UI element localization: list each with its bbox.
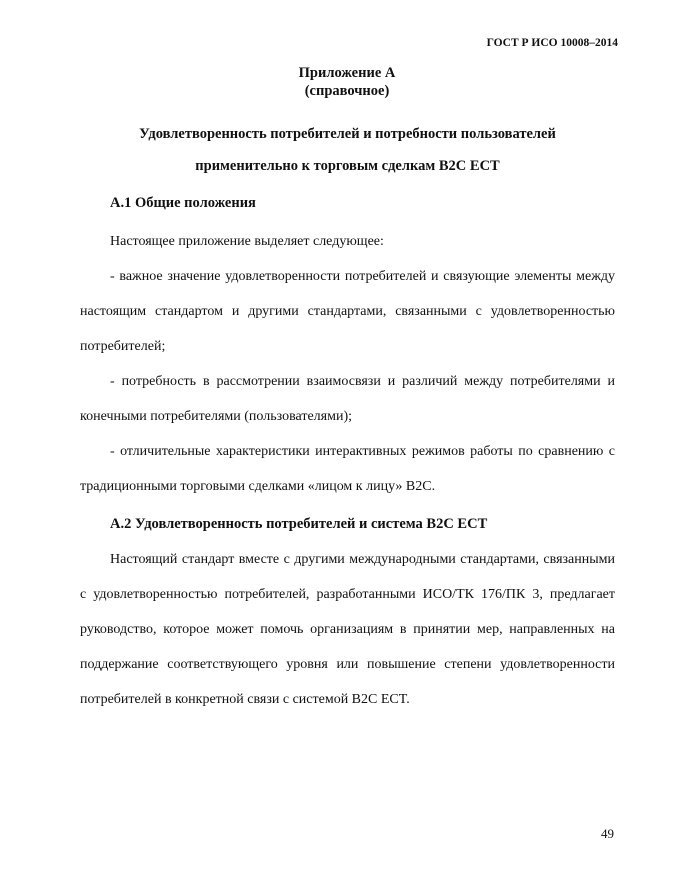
appendix-heading <box>0 64 680 100</box>
standard-code: ГОСТ Р ИСО 10008–2014 <box>486 37 618 49</box>
section-a1-paragraph: Настоящее приложение выделяет следующее: <box>110 234 384 249</box>
appendix-type: (справочное) <box>304 83 390 99</box>
section-a1-paragraph: - отличительные характеристики интерактивных режимов работы по сравнению с традиционными торговыми сделками «лицом к лицу» B2C. <box>80 444 615 494</box>
document-title-line-2: применительно к торговым сделкам B2C ECT <box>195 158 500 174</box>
section-a1-heading: А.1 Общие положения <box>110 195 256 211</box>
section-a2-body <box>80 542 615 717</box>
section-a2-paragraph: Настоящий стандарт вместе с другими международными стандартами, связанными с удовлетворенностью потребителей, разработанными ИСО/ТК 176/ПК 3, предлагает руководство, которое может помочь организациям в принятии мер, направленных на поддержание соответствующего уровня или повышение степени удовлетворенности потребителей в конкретной связи с системой B2C ECT. <box>80 552 615 707</box>
section-a1-paragraph: - важное значение удовлетворенности потребителей и связующие элементы между настоящим стандартом и другими стандартами, связанными с удовлетворенностью потребителей; <box>80 269 615 354</box>
document-title <box>80 118 615 182</box>
appendix-label: Приложение А <box>298 65 396 81</box>
section-a1-body <box>80 224 615 504</box>
section-a1-paragraph: - потребность в рассмотрении взаимосвязи и различий между потребителями и конечными потребителями (пользователями); <box>80 374 615 424</box>
page-number: 49 <box>601 826 614 841</box>
document-title-line-1: Удовлетворенность потребителей и потребности пользователей <box>139 126 556 142</box>
section-a2-heading: А.2 Удовлетворенность потребителей и система B2C ECT <box>110 516 488 532</box>
